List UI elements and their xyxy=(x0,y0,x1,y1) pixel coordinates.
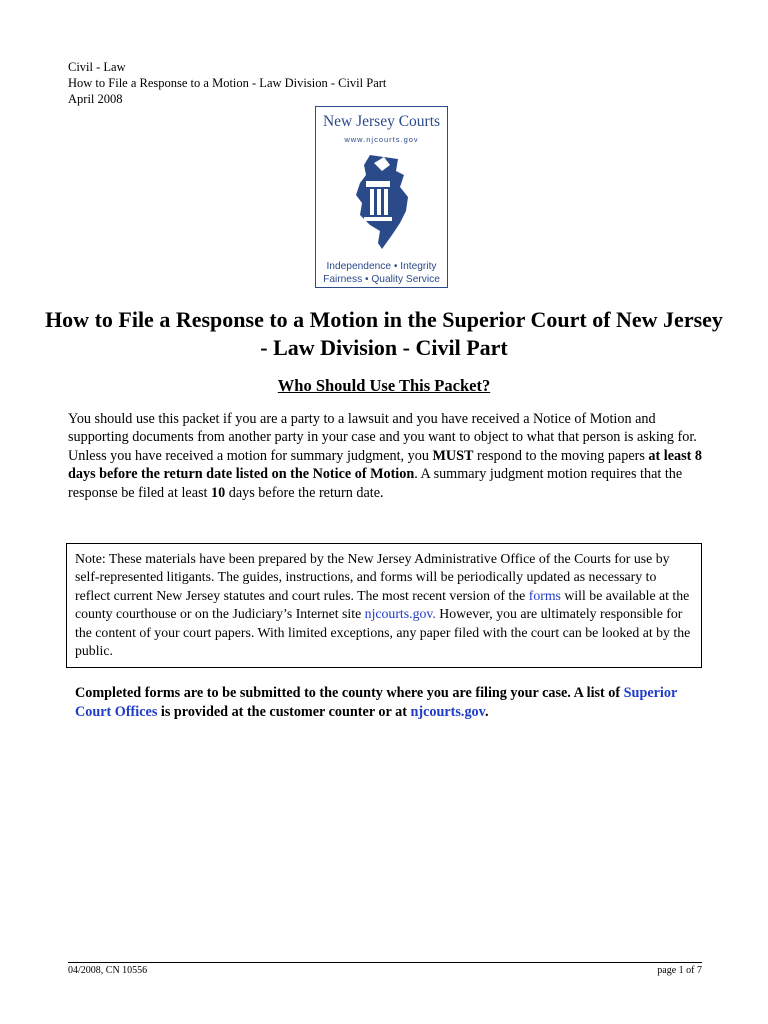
intro-deadline: at least 8 days before the return date listed on the Notice of Motion xyxy=(68,447,703,483)
section-heading: Who Should Use This Packet? xyxy=(277,376,491,395)
document-title: How to File a Response to a Motion in the Superior Court of New Jersey - Law Division - Civil Part xyxy=(45,307,723,360)
document-header xyxy=(68,59,386,107)
logo-url: www.njcourts.gov xyxy=(344,135,419,144)
superior-court-offices-link[interactable]: Superior Court Offices xyxy=(75,685,678,720)
nj-map-column-icon xyxy=(352,153,414,253)
njcourts-link-2[interactable]: njcourts.gov xyxy=(410,704,485,720)
footer-form-number: 04/2008, CN 10556 xyxy=(68,965,148,976)
intro-must: MUST xyxy=(432,447,474,464)
intro-text-3: . A summary judgment motion requires that the response be filed at least xyxy=(68,466,683,501)
nj-courts-logo xyxy=(315,106,448,288)
intro-paragraph xyxy=(68,410,708,502)
note-box xyxy=(66,543,702,668)
submit-text-1: Completed forms are to be submitted to the county where you are filing your case. A list of xyxy=(75,685,624,701)
note-text-2: will be available at the county courthouse or on the Judiciary’s Internet site xyxy=(75,587,690,622)
footer-divider xyxy=(68,962,702,963)
njcourts-link[interactable]: njcourts.gov. xyxy=(364,606,436,622)
header-date: April 2008 xyxy=(68,92,123,106)
header-document-title: How to File a Response to a Motion - Law Division - Civil Part xyxy=(68,76,387,90)
note-text-3: However, you are ultimately responsible for the content of your court papers. With limited exceptions, any paper filed with the court can be looked at by the public. xyxy=(75,606,691,659)
note-text-1: Note: These materials have been prepared by the New Jersey Administrative Office of the Courts for use by self-represented litigants. The guides, instructions, and forms will be periodically updated as necessary to reflect current New Jersey statutes and court rules. The most recent version of the xyxy=(75,551,670,603)
submission-instructions xyxy=(75,684,705,722)
logo-tagline-2: Fairness • Quality Service xyxy=(323,274,440,285)
forms-link[interactable]: forms xyxy=(528,587,561,603)
logo-tagline-1: Independence • Integrity xyxy=(326,261,437,272)
submit-text-2: is provided at the customer counter or at xyxy=(157,704,411,720)
intro-text-2: respond to the moving papers xyxy=(473,447,649,464)
header-category: Civil - Law xyxy=(68,60,126,74)
footer-page-number: page 1 of 7 xyxy=(657,965,702,976)
logo-title: New Jersey Courts xyxy=(322,113,441,130)
intro-text-1: You should use this packet if you are a party to a lawsuit and you have received a Notice of Motion and supporting documents from another party in your case and you want to object to what that person is asking for. Unless you have received a motion for summary judgment, you xyxy=(68,411,697,464)
submit-text-3: . xyxy=(484,704,489,720)
intro-days: 10 xyxy=(211,484,226,501)
intro-text-4: days before the return date. xyxy=(225,484,384,501)
